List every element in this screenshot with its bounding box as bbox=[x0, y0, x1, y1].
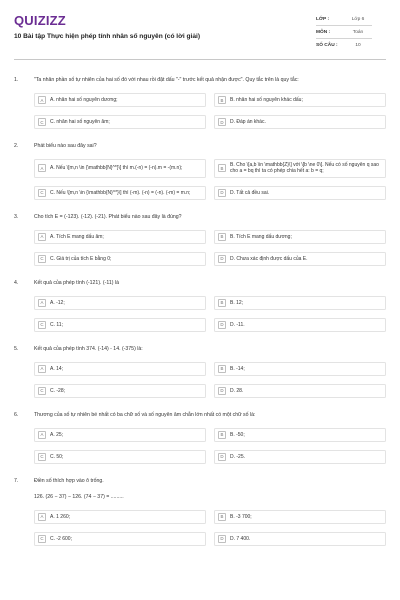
answer-options bbox=[14, 362, 386, 398]
option-a[interactable] bbox=[34, 510, 206, 524]
option-c[interactable] bbox=[34, 450, 206, 464]
option-d[interactable] bbox=[214, 450, 386, 464]
option-b[interactable] bbox=[214, 230, 386, 244]
option-letter: A bbox=[38, 96, 46, 104]
meta-value: Toán bbox=[352, 29, 364, 35]
question-5 bbox=[14, 346, 386, 398]
option-letter: A bbox=[38, 299, 46, 307]
option-b[interactable] bbox=[214, 159, 386, 178]
option-a[interactable] bbox=[34, 159, 206, 178]
option-text: D. Đáp án khác. bbox=[230, 118, 266, 125]
option-a[interactable] bbox=[34, 428, 206, 442]
option-text: B. nhân hai số nguyên khác dấu; bbox=[230, 96, 303, 103]
option-text: C. 50; bbox=[50, 453, 64, 460]
option-text: C. 11; bbox=[50, 321, 63, 328]
option-letter: D bbox=[218, 189, 226, 197]
option-letter: D bbox=[218, 118, 226, 126]
option-letter: A bbox=[38, 365, 46, 373]
meta-row-count bbox=[316, 39, 372, 52]
question-expression: 126. (26 − 37) − 126. (74 − 37) = ......... bbox=[34, 493, 124, 500]
meta-label: SỐ CÂU : bbox=[316, 43, 338, 48]
question-text: Điền số thích hợp vào ô trống. bbox=[34, 477, 104, 484]
option-a[interactable] bbox=[34, 93, 206, 107]
option-c[interactable] bbox=[34, 115, 206, 129]
question-text: Cho tích E = (-123). (-12). (-21). Phát biểu nào sau đây là đúng? bbox=[34, 213, 182, 220]
option-letter: C bbox=[38, 453, 46, 461]
option-letter: A bbox=[38, 431, 46, 439]
question-text: Kết quả của phép tính (-121). (-11) là bbox=[34, 279, 119, 286]
question-1 bbox=[14, 77, 386, 129]
question-text: "Ta nhân phần số tự nhiên của hai số đó với nhau rồi đặt dấu "-" trước kết quả nhận được". Quy tắc trên là quy tắc: bbox=[34, 77, 299, 83]
option-text: C. -2 600; bbox=[50, 535, 72, 542]
answer-options bbox=[14, 93, 386, 129]
option-c[interactable] bbox=[34, 532, 206, 546]
worksheet-header bbox=[14, 0, 386, 60]
question-6 bbox=[14, 412, 386, 464]
question-number: 4. bbox=[14, 279, 19, 286]
option-text: D. -25. bbox=[230, 453, 246, 460]
option-text: A. nhân hai số nguyên dương; bbox=[50, 96, 118, 103]
option-letter: C bbox=[38, 255, 46, 263]
meta-row-class bbox=[316, 13, 372, 26]
option-letter: D bbox=[218, 535, 226, 543]
option-text: A. Tích E mang dấu âm; bbox=[50, 233, 104, 240]
meta-label: MÔN : bbox=[316, 29, 331, 35]
option-text: A. 25; bbox=[50, 431, 64, 438]
option-letter: B bbox=[218, 299, 226, 307]
option-text: C. -28; bbox=[50, 387, 66, 394]
question-7 bbox=[14, 478, 386, 546]
question-number: 3. bbox=[14, 213, 19, 220]
option-text: C. Giá trị của tích E bằng 0; bbox=[50, 255, 112, 262]
option-d[interactable] bbox=[214, 318, 386, 332]
meta-row-subject bbox=[316, 26, 372, 39]
option-letter: C bbox=[38, 321, 46, 329]
option-letter: B bbox=[218, 365, 226, 373]
question-3 bbox=[14, 214, 386, 266]
option-text: C. nhân hai số nguyên âm; bbox=[50, 118, 110, 125]
option-letter: B bbox=[218, 513, 226, 521]
option-letter: B bbox=[218, 96, 226, 104]
question-2 bbox=[14, 143, 386, 200]
option-letter: D bbox=[218, 255, 226, 263]
option-text: A. Nếu \[m,n \in {\mathbb{N}^*}\] thì m.(-n) = (-n).m = -(m.n); bbox=[50, 165, 183, 172]
question-text: Phát biểu nào sau đây sai? bbox=[34, 143, 97, 149]
option-letter: C bbox=[38, 535, 46, 543]
option-text: D. 7 400. bbox=[230, 535, 251, 542]
option-a[interactable] bbox=[34, 230, 206, 244]
answer-options bbox=[14, 510, 386, 546]
answer-options bbox=[14, 230, 386, 266]
option-d[interactable] bbox=[214, 384, 386, 398]
option-d[interactable] bbox=[214, 115, 386, 129]
option-d[interactable] bbox=[214, 252, 386, 266]
page-title: 10 Bài tập Thực hiện phép tính nhân số nguyên (có lời giải) bbox=[14, 33, 201, 40]
option-text: C. Nếu \[m,n \in {\mathbb{N}^*}\] thì (-m). (-n) = (-n). (-m) = m.n; bbox=[50, 189, 191, 196]
option-letter: A bbox=[38, 233, 46, 241]
question-text: Kết quả của phép tính 374. (-14) - 14. (-375) là: bbox=[34, 345, 143, 352]
option-b[interactable] bbox=[214, 428, 386, 442]
option-b[interactable] bbox=[214, 93, 386, 107]
question-number: 7. bbox=[14, 477, 19, 484]
option-letter: C bbox=[38, 189, 46, 197]
option-letter: C bbox=[38, 118, 46, 126]
meta-value: 10 bbox=[355, 43, 361, 48]
option-d[interactable] bbox=[214, 532, 386, 546]
question-number: 5. bbox=[14, 345, 19, 352]
option-c[interactable] bbox=[34, 318, 206, 332]
answer-options bbox=[14, 159, 386, 200]
option-b[interactable] bbox=[214, 296, 386, 310]
option-text: A. 1 260; bbox=[50, 513, 71, 520]
option-letter: C bbox=[38, 387, 46, 395]
option-letter: D bbox=[218, 321, 226, 329]
option-letter: A bbox=[38, 513, 46, 521]
option-c[interactable] bbox=[34, 186, 206, 200]
meta-label: LỚP : bbox=[316, 16, 330, 22]
question-number: 2. bbox=[14, 143, 19, 149]
question-number: 1. bbox=[14, 77, 19, 83]
option-text: D. Chưa xác định được dấu của E. bbox=[230, 255, 308, 262]
option-letter: D bbox=[218, 453, 226, 461]
quizizz-logo: QUIZIZZ bbox=[14, 13, 66, 28]
meta-table bbox=[316, 13, 372, 52]
option-text: B. -14; bbox=[230, 365, 245, 372]
option-text: B. 12; bbox=[230, 299, 244, 306]
question-list bbox=[14, 60, 386, 546]
option-a[interactable] bbox=[34, 362, 206, 376]
option-d[interactable] bbox=[214, 186, 386, 200]
option-letter: A bbox=[38, 164, 46, 172]
option-c[interactable] bbox=[34, 384, 206, 398]
option-letter: B bbox=[218, 164, 226, 172]
question-number: 6. bbox=[14, 411, 19, 418]
answer-options bbox=[14, 296, 386, 332]
option-b[interactable] bbox=[214, 510, 386, 524]
option-letter: B bbox=[218, 431, 226, 439]
question-4 bbox=[14, 280, 386, 332]
option-text: B. Tích E mang dấu dương; bbox=[230, 233, 292, 240]
option-text: A. 14; bbox=[50, 365, 64, 372]
option-text: B. -3 700; bbox=[230, 513, 252, 520]
option-text: B. -50; bbox=[230, 431, 245, 438]
option-text: D. 28. bbox=[230, 387, 244, 394]
option-letter: B bbox=[218, 233, 226, 241]
option-text: D. Tất cả đều sai. bbox=[230, 189, 270, 196]
option-text: A. -12; bbox=[50, 299, 65, 306]
option-text: B. Cho \[a,b \in \mathbb{Z}\] với \[b \ne 0\]. Nếu có số nguyên q sao cho a = bq thì ta có phép chia hết a: b = q; bbox=[230, 162, 379, 175]
option-a[interactable] bbox=[34, 296, 206, 310]
option-letter: D bbox=[218, 387, 226, 395]
question-text: Thương của số tự nhiên bé nhất có ba chữ số và số nguyên âm chẵn lớn nhất có một chữ số là: bbox=[34, 411, 256, 418]
option-text: D. -11. bbox=[230, 321, 245, 328]
meta-value: Lớp 6 bbox=[351, 16, 365, 22]
option-b[interactable] bbox=[214, 362, 386, 376]
answer-options bbox=[14, 428, 386, 464]
option-c[interactable] bbox=[34, 252, 206, 266]
